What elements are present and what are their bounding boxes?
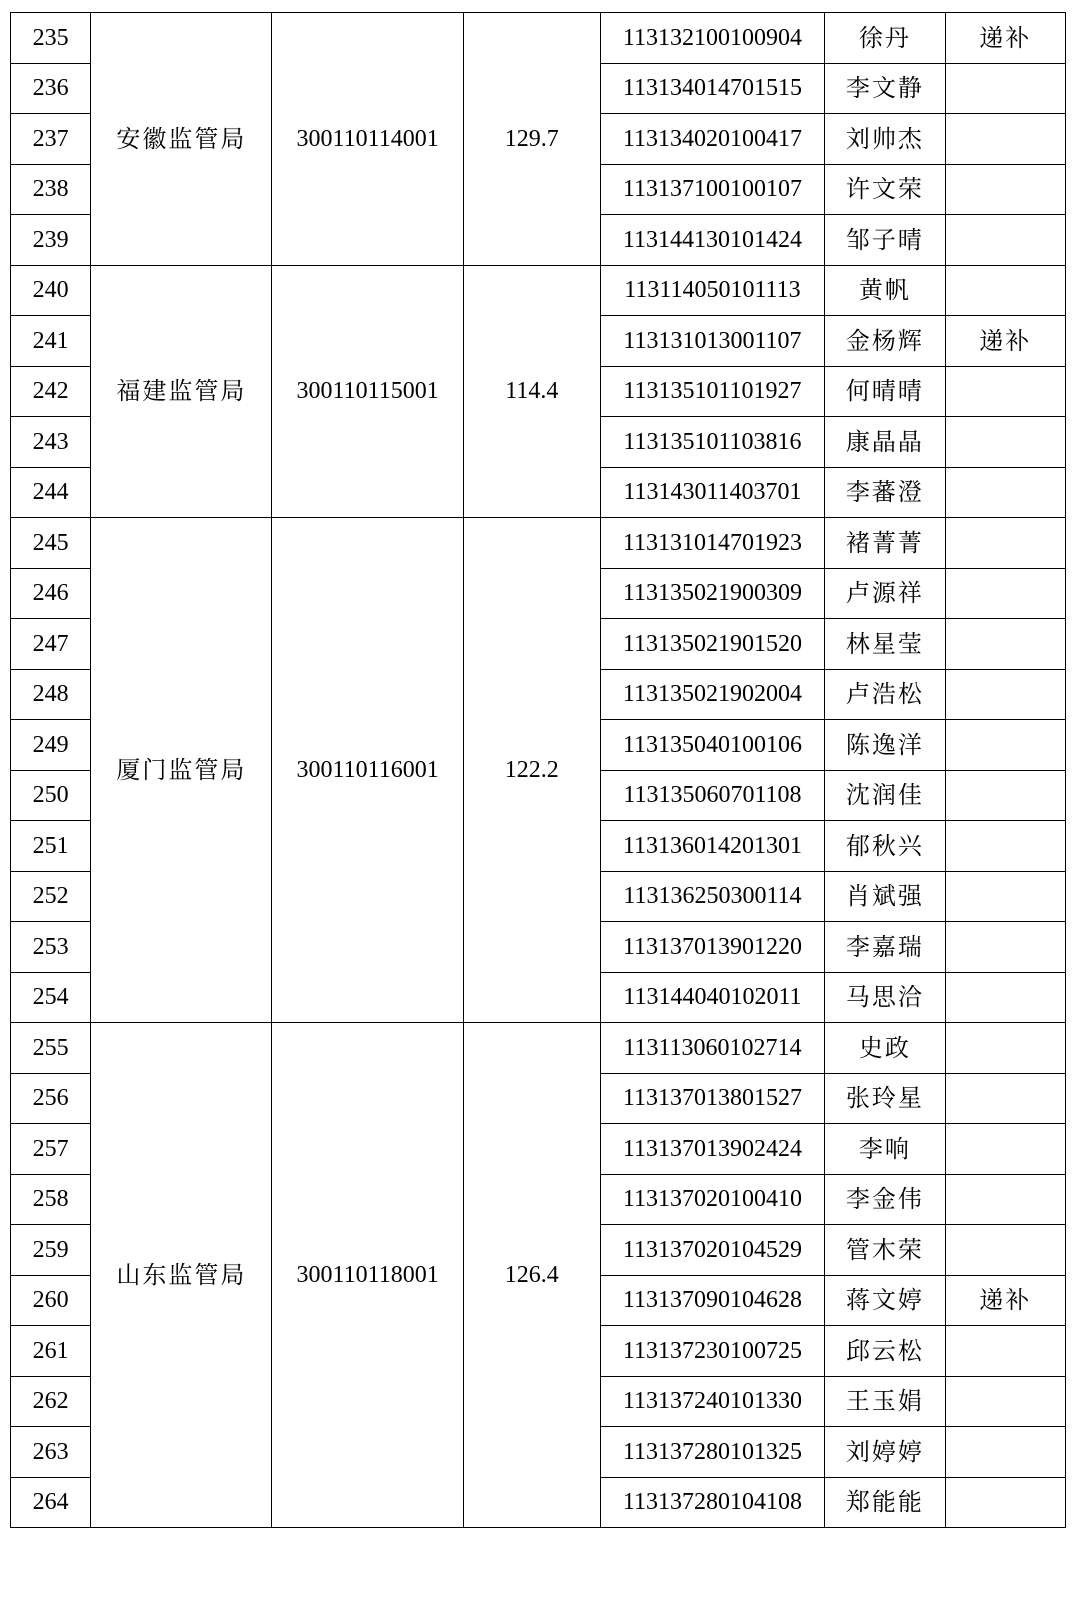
min-score-cell: 129.7 [463, 13, 600, 266]
row-number-cell: 242 [11, 366, 91, 417]
candidate-name-cell: 刘婷婷 [825, 1427, 945, 1478]
ticket-number-cell: 113135040100106 [600, 720, 824, 771]
note-cell: 递补 [945, 1275, 1065, 1326]
ticket-number-cell: 113134020100417 [600, 114, 824, 165]
note-cell [945, 1073, 1065, 1124]
candidate-name-cell: 马思洽 [825, 972, 945, 1023]
min-score-cell: 126.4 [463, 1023, 600, 1528]
row-number-cell: 245 [11, 518, 91, 569]
candidate-name-cell: 何晴晴 [825, 366, 945, 417]
row-number-cell: 241 [11, 316, 91, 367]
note-cell [945, 1174, 1065, 1225]
ticket-number-cell: 113137240101330 [600, 1376, 824, 1427]
note-cell [945, 568, 1065, 619]
row-number-cell: 262 [11, 1376, 91, 1427]
position-code-cell: 300110114001 [272, 13, 463, 266]
candidate-name-cell: 郑能能 [825, 1477, 945, 1528]
row-number-cell: 257 [11, 1124, 91, 1175]
ticket-number-cell: 113137230100725 [600, 1326, 824, 1377]
row-number-cell: 249 [11, 720, 91, 771]
roster-table [10, 12, 1066, 1528]
ticket-number-cell: 113143011403701 [600, 467, 824, 518]
ticket-number-cell: 113137020104529 [600, 1225, 824, 1276]
ticket-number-cell: 113135021902004 [600, 669, 824, 720]
note-cell [945, 821, 1065, 872]
ticket-number-cell: 113137280104108 [600, 1477, 824, 1528]
candidate-name-cell: 蒋文婷 [825, 1275, 945, 1326]
ticket-number-cell: 113136014201301 [600, 821, 824, 872]
ticket-number-cell: 113135021901520 [600, 619, 824, 670]
row-number-cell: 243 [11, 417, 91, 468]
row-number-cell: 250 [11, 770, 91, 821]
candidate-name-cell: 卢浩松 [825, 669, 945, 720]
candidate-name-cell: 褚菁菁 [825, 518, 945, 569]
row-number-cell: 261 [11, 1326, 91, 1377]
row-number-cell: 251 [11, 821, 91, 872]
position-code-cell: 300110118001 [272, 1023, 463, 1528]
note-cell [945, 1225, 1065, 1276]
candidate-name-cell: 郁秋兴 [825, 821, 945, 872]
candidate-name-cell: 李响 [825, 1124, 945, 1175]
candidate-name-cell: 史政 [825, 1023, 945, 1074]
note-cell [945, 1376, 1065, 1427]
table-row [11, 1023, 1066, 1074]
ticket-number-cell: 113131014701923 [600, 518, 824, 569]
row-number-cell: 247 [11, 619, 91, 670]
note-cell [945, 215, 1065, 266]
row-number-cell: 248 [11, 669, 91, 720]
row-number-cell: 236 [11, 63, 91, 114]
candidate-name-cell: 金杨辉 [825, 316, 945, 367]
row-number-cell: 244 [11, 467, 91, 518]
ticket-number-cell: 113137013801527 [600, 1073, 824, 1124]
note-cell: 递补 [945, 316, 1065, 367]
note-cell [945, 1477, 1065, 1528]
row-number-cell: 253 [11, 922, 91, 973]
candidate-name-cell: 卢源祥 [825, 568, 945, 619]
candidate-name-cell: 沈润佳 [825, 770, 945, 821]
table-row [11, 265, 1066, 316]
candidate-name-cell: 李嘉瑞 [825, 922, 945, 973]
candidate-name-cell: 陈逸洋 [825, 720, 945, 771]
row-number-cell: 264 [11, 1477, 91, 1528]
note-cell [945, 770, 1065, 821]
note-cell [945, 1124, 1065, 1175]
ticket-number-cell: 113114050101113 [600, 265, 824, 316]
bureau-cell: 安徽监管局 [91, 13, 272, 266]
row-number-cell: 255 [11, 1023, 91, 1074]
ticket-number-cell: 113144040102011 [600, 972, 824, 1023]
row-number-cell: 240 [11, 265, 91, 316]
position-code-cell: 300110115001 [272, 265, 463, 518]
candidate-name-cell: 林星莹 [825, 619, 945, 670]
row-number-cell: 256 [11, 1073, 91, 1124]
ticket-number-cell: 113137090104628 [600, 1275, 824, 1326]
table-row [11, 13, 1066, 64]
note-cell [945, 871, 1065, 922]
row-number-cell: 252 [11, 871, 91, 922]
ticket-number-cell: 113137100100107 [600, 164, 824, 215]
note-cell [945, 972, 1065, 1023]
row-number-cell: 263 [11, 1427, 91, 1478]
bureau-cell: 厦门监管局 [91, 518, 272, 1023]
candidate-name-cell: 王玉娟 [825, 1376, 945, 1427]
row-number-cell: 254 [11, 972, 91, 1023]
ticket-number-cell: 113137013901220 [600, 922, 824, 973]
note-cell [945, 417, 1065, 468]
candidate-name-cell: 肖斌强 [825, 871, 945, 922]
note-cell [945, 922, 1065, 973]
candidate-name-cell: 张玲星 [825, 1073, 945, 1124]
note-cell [945, 720, 1065, 771]
ticket-number-cell: 113137280101325 [600, 1427, 824, 1478]
candidate-name-cell: 管木荣 [825, 1225, 945, 1276]
row-number-cell: 239 [11, 215, 91, 266]
ticket-number-cell: 113136250300114 [600, 871, 824, 922]
candidate-name-cell: 李蕃澄 [825, 467, 945, 518]
candidate-name-cell: 徐丹 [825, 13, 945, 64]
note-cell: 递补 [945, 13, 1065, 64]
row-number-cell: 235 [11, 13, 91, 64]
ticket-number-cell: 113134014701515 [600, 63, 824, 114]
note-cell [945, 1326, 1065, 1377]
candidate-name-cell: 黄帆 [825, 265, 945, 316]
candidate-name-cell: 邱云松 [825, 1326, 945, 1377]
note-cell [945, 164, 1065, 215]
note-cell [945, 366, 1065, 417]
candidate-name-cell: 许文荣 [825, 164, 945, 215]
note-cell [945, 467, 1065, 518]
row-number-cell: 237 [11, 114, 91, 165]
position-code-cell: 300110116001 [272, 518, 463, 1023]
bureau-cell: 福建监管局 [91, 265, 272, 518]
candidate-name-cell: 康晶晶 [825, 417, 945, 468]
candidate-name-cell: 邹子晴 [825, 215, 945, 266]
ticket-number-cell: 113137020100410 [600, 1174, 824, 1225]
ticket-number-cell: 113144130101424 [600, 215, 824, 266]
table-row [11, 518, 1066, 569]
note-cell [945, 265, 1065, 316]
row-number-cell: 260 [11, 1275, 91, 1326]
ticket-number-cell: 113135060701108 [600, 770, 824, 821]
note-cell [945, 1427, 1065, 1478]
ticket-number-cell: 113135021900309 [600, 568, 824, 619]
min-score-cell: 114.4 [463, 265, 600, 518]
note-cell [945, 114, 1065, 165]
ticket-number-cell: 113135101101927 [600, 366, 824, 417]
candidate-name-cell: 刘帅杰 [825, 114, 945, 165]
ticket-number-cell: 113132100100904 [600, 13, 824, 64]
row-number-cell: 246 [11, 568, 91, 619]
ticket-number-cell: 113135101103816 [600, 417, 824, 468]
note-cell [945, 619, 1065, 670]
note-cell [945, 669, 1065, 720]
ticket-number-cell: 113113060102714 [600, 1023, 824, 1074]
note-cell [945, 1023, 1065, 1074]
note-cell [945, 518, 1065, 569]
candidate-name-cell: 李文静 [825, 63, 945, 114]
roster-body [11, 13, 1066, 1528]
row-number-cell: 258 [11, 1174, 91, 1225]
ticket-number-cell: 113137013902424 [600, 1124, 824, 1175]
bureau-cell: 山东监管局 [91, 1023, 272, 1528]
row-number-cell: 238 [11, 164, 91, 215]
row-number-cell: 259 [11, 1225, 91, 1276]
note-cell [945, 63, 1065, 114]
min-score-cell: 122.2 [463, 518, 600, 1023]
candidate-name-cell: 李金伟 [825, 1174, 945, 1225]
ticket-number-cell: 113131013001107 [600, 316, 824, 367]
